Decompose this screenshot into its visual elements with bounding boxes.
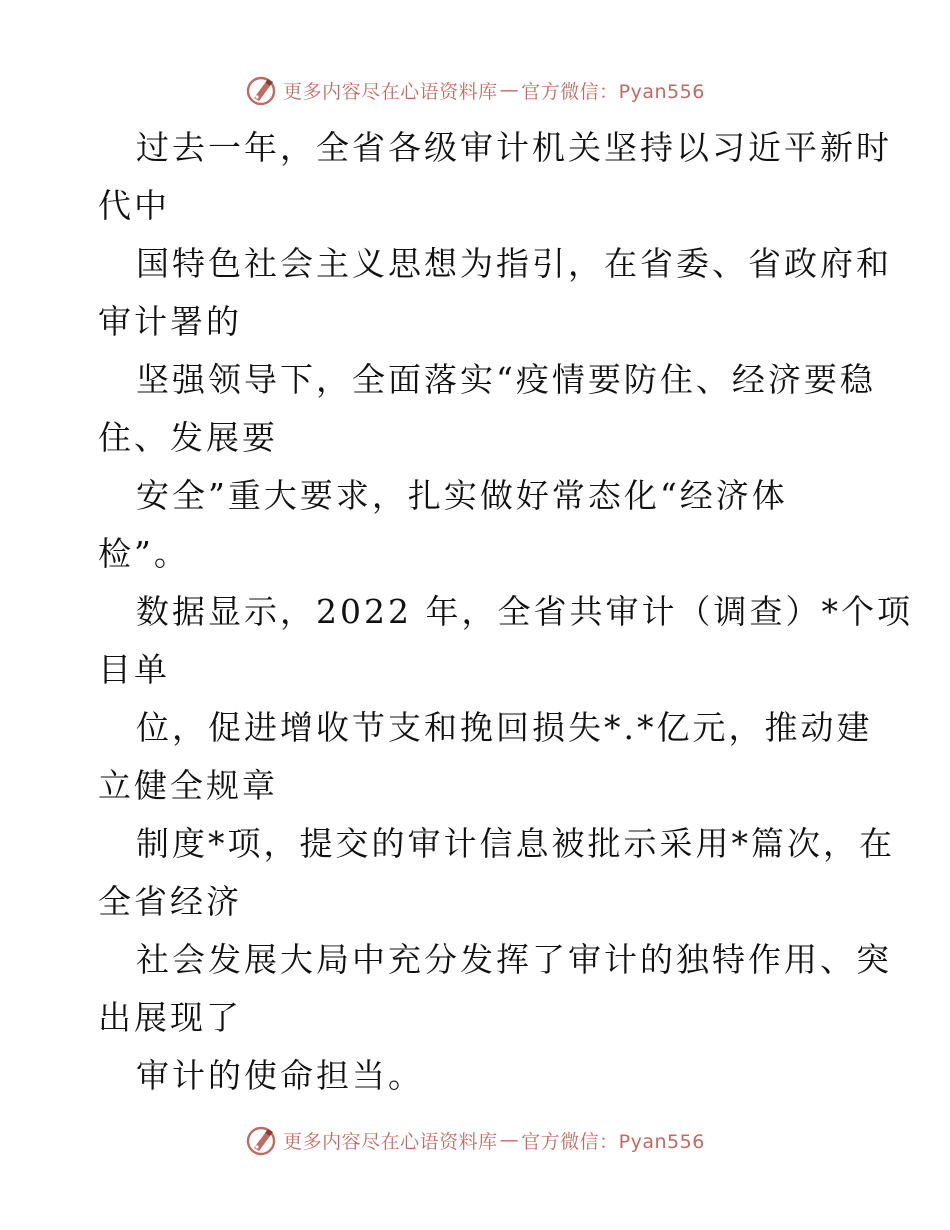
text-line: 数据显示，2022 年，全省共审计（调查）*个项 [136,592,913,631]
text-line: 立健全规章 [98,766,278,805]
text-line: 坚强领导下，全面落实“疫情要防住、经济要稳 [136,360,876,399]
watermark-dash: — [499,79,520,101]
watermark-footer [0,1120,950,1160]
text-line: 社会发展大局中充分发挥了审计的独特作用、突 [136,940,892,979]
text-line: 国特色社会主义思想为指引，在省委、省政府和 [136,244,892,283]
pen-nib-seal-icon [245,74,277,106]
watermark-dash: — [499,1129,520,1151]
text-line: 检”。 [98,534,190,573]
text-line: 制度*项，提交的审计信息被批示采用*篇次，在 [136,824,895,863]
text-line: 审计的使命担当。 [136,1056,424,1095]
watermark-text-main: 更多内容尽在心语资料库 [283,80,498,103]
text-line: 过去一年，全省各级审计机关坚持以习近平新时 [136,128,892,167]
watermark-header [0,70,950,110]
watermark-wechat: 官方微信：Pyan556 [521,80,705,103]
text-line: 全省经济 [98,882,242,921]
text-line: 审计署的 [98,302,242,341]
text-line: 目单 [98,650,170,689]
text-line: 位，促进增收节支和挽回损失*.*亿元，推动建 [136,708,873,747]
text-line: 安全”重大要求，扎实做好常态化“经济体 [136,476,788,515]
pen-nib-seal-icon [245,1124,277,1156]
text-line: 出展现了 [98,998,242,1037]
text-line: 住、发展要 [98,418,278,457]
text-line: 代中 [98,186,170,225]
watermark-wechat: 官方微信：Pyan556 [521,1130,705,1153]
watermark-text-main: 更多内容尽在心语资料库 [283,1130,498,1153]
